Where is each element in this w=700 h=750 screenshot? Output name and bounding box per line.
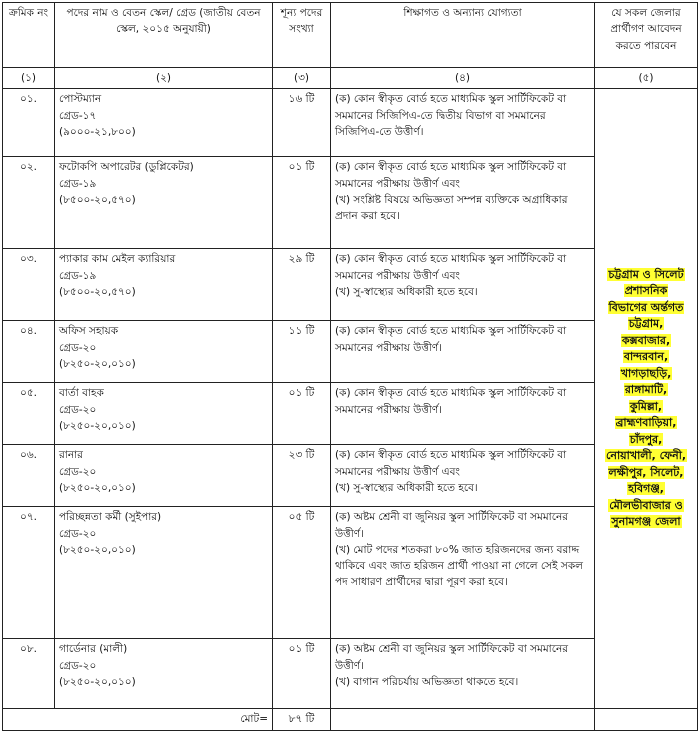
table-row — [3, 383, 698, 445]
total-label: মোট= — [3, 709, 273, 730]
district-line — [605, 399, 687, 416]
serial-cell: ০৮. — [3, 639, 55, 709]
table-body — [3, 89, 698, 709]
district-text: কুমিল্লা, — [629, 399, 663, 413]
district-line — [605, 432, 687, 449]
post-post: পোস্টম্যান — [59, 93, 102, 106]
qualification-cell — [331, 507, 595, 639]
qualification-item: (ক) কোন স্বীকৃত বোর্ড হতে মাধ্যমিক স্কুল সার্টিফিকেট বা সমমানের পরীক্ষায় উত্তীর্ণ এবং — [335, 253, 567, 282]
district-line — [605, 267, 687, 284]
post-grade: গ্রেড-২০ — [59, 341, 97, 354]
district-text: কক্সবাজার, — [621, 333, 671, 347]
district-line — [605, 481, 687, 498]
vacancy-count-cell: ০১ টি — [273, 383, 331, 445]
vacancy-count-cell: ১৬ টি — [273, 89, 331, 157]
table-row — [3, 639, 698, 709]
serial-cell: ০৫. — [3, 383, 55, 445]
qualification-item: (খ) মোট পদের শতকরা ৮০% জাত হরিজনদের জন্য বরাদ্দ থাকিবে এবং জাত হরিজন প্রার্থী পাওয়া না গেলে সেই সকল পদ সাধারণ প্রার্থীদের দ্বারা পূরণ করা হবে। — [335, 543, 583, 589]
total-row — [3, 709, 698, 730]
column-number: (২) — [55, 68, 273, 89]
vacancy-count-cell: ১১ টি — [273, 321, 331, 383]
qualification-item: (ক) কোন স্বীকৃত বোর্ড হতে মাধ্যমিক স্কুল সার্টিফিকেট বা সমমানের পরীক্ষায় উত্তীর্ণ। — [335, 325, 567, 354]
column-number: (১) — [3, 68, 55, 89]
qualification-cell — [331, 157, 595, 249]
post-grade: গ্রেড-১৯ — [59, 177, 97, 190]
qualification-item: (ক) অষ্টম শ্রেনী বা জুনিয়র স্কুল সার্টিফিকেট বা সমমানের উত্তীর্ণ। — [335, 643, 568, 672]
qualification-item: (ক) কোন স্বীকৃত বোর্ড হতে মাধ্যমিক স্কুল সার্টিফিকেট বা সমমানের পরীক্ষায় উত্তীর্ণ এবং — [335, 161, 567, 190]
post-post: বার্তা বাহক — [59, 387, 104, 400]
qualification-cell — [331, 89, 595, 157]
qualification-item: (খ) সু-স্বাস্থ্যের অধিকারী হতে হবে। — [335, 481, 478, 494]
column-number: (৩) — [273, 68, 331, 89]
vacancy-count-cell: ২৩ টি — [273, 445, 331, 507]
post-scale: (৮২৫০-২০,০১০) — [59, 543, 136, 556]
serial-cell: ০৩. — [3, 249, 55, 321]
qualification-cell — [331, 639, 595, 709]
district-text: বান্দরবান, — [623, 350, 669, 364]
post-cell — [55, 383, 273, 445]
eligible-districts-highlight — [605, 267, 687, 531]
post-grade: গ্রেড-২০ — [59, 527, 97, 540]
post-post: পরিচ্ছন্নতা কর্মী (সুইপার) — [59, 511, 162, 524]
qualification-item: (ক) কোন স্বীকৃত বোর্ড হতে মাধ্যমিক স্কুল সার্টিফিকেট বা সমমানের সিজিপিএ-তে দ্বিতীয় বিভাগ বা সমমানের সিজিপিএ-তে উত্তীর্ণ। — [335, 93, 567, 138]
post-cell — [55, 321, 273, 383]
header-qualification: শিক্ষাগত ও অন্যান্য যোগ্যতা — [331, 3, 595, 68]
district-line — [605, 498, 687, 515]
district-line — [605, 283, 687, 300]
header-post: পদের নাম ও বেতন স্কেল/ গ্রেড (জাতীয় বেতন স্কেল, ২০১৫ অনুযায়ী) — [55, 3, 273, 68]
district-line — [605, 300, 687, 317]
vacancy-count-cell: ০১ টি — [273, 639, 331, 709]
serial-cell: ০২. — [3, 157, 55, 249]
qualification-item: (খ) বাগান পরিচর্যায় অভিজ্ঞতা থাকতে হবে। — [335, 675, 519, 688]
serial-cell: ০১. — [3, 89, 55, 157]
post-grade: গ্রেড-১৭ — [59, 109, 97, 122]
qualification-cell — [331, 445, 595, 507]
header-vacancies: শূন্য পদের সংখ্যা — [273, 3, 331, 68]
total-value: ৮৭ টি — [273, 709, 331, 730]
serial-cell: ০৬. — [3, 445, 55, 507]
district-line — [605, 448, 687, 465]
qualification-item: (খ) সংশ্লিষ্ট বিষয়ে অভিজ্ঞতা সম্পন্ন ব্যক্তিকে অগ্রাধিকার প্রদান করা হবে। — [335, 193, 568, 223]
post-cell — [55, 157, 273, 249]
qualification-item: (ক) অষ্টম শ্রেনী বা জুনিয়র স্কুল সার্টিফিকেট বা সমমানের উত্তীর্ণ। — [335, 511, 568, 540]
post-grade: গ্রেড-২০ — [59, 403, 97, 416]
header-serial: ক্রমিক নং — [3, 3, 55, 68]
qualification-cell — [331, 321, 595, 383]
post-scale: (৮২৫০-২০,০১০) — [59, 481, 136, 494]
table-row — [3, 445, 698, 507]
header-districts: যে সকল জেলার প্রার্থীগণ আবেদন করতে পারবেন — [595, 3, 698, 68]
post-cell — [55, 639, 273, 709]
district-text: চট্টগ্রাম, — [628, 317, 664, 331]
district-text: প্রশাসনিক — [624, 284, 668, 298]
post-scale: (৮২৫০-২০,০১০) — [59, 675, 136, 688]
post-post: প্যাকার কাম মেইল ক্যারিয়ার — [59, 253, 176, 266]
post-scale: (৯০০০-২১,৮০০) — [59, 125, 136, 138]
serial-cell: ০৪. — [3, 321, 55, 383]
district-line — [605, 316, 687, 333]
district-text: বিভাগের অর্ন্তগত — [608, 300, 684, 314]
post-grade: গ্রেড-২০ — [59, 465, 97, 478]
vacancy-count-cell: ০৫ টি — [273, 507, 331, 639]
serial-cell: ০৭. — [3, 507, 55, 639]
table-header-row — [3, 3, 698, 68]
post-cell — [55, 445, 273, 507]
post-scale: (৮৫০০-২০,৫৭০) — [59, 193, 136, 206]
qualification-item: (খ) সু-স্বাস্থ্যের অধিকারী হতে হবে। — [335, 285, 478, 298]
post-scale: (৮২৫০-২০,০১০) — [59, 357, 136, 370]
district-line — [605, 514, 687, 531]
district-text: চট্টগ্রাম ও সিলেট — [608, 267, 684, 281]
post-cell — [55, 507, 273, 639]
district-line — [605, 349, 687, 366]
column-number-row — [3, 68, 698, 89]
table-row — [3, 249, 698, 321]
qualification-cell — [331, 383, 595, 445]
post-grade: গ্রেড-১৯ — [59, 269, 97, 282]
table-row — [3, 507, 698, 639]
district-text: লক্ষীপুর, সিলেট, — [608, 465, 684, 479]
post-scale: (৮৫০০-২০,৫৭০) — [59, 285, 136, 298]
post-cell — [55, 249, 273, 321]
post-cell — [55, 89, 273, 157]
district-line — [605, 382, 687, 399]
qualification-item: (ক) কোন স্বীকৃত বোর্ড হতে মাধ্যমিক স্কুল সার্টিফিকেট বা সমমানের পরীক্ষায় উত্তীর্ণ। — [335, 387, 567, 416]
district-text: হবিগঞ্জ, — [628, 482, 664, 496]
column-number: (৪) — [331, 68, 595, 89]
column-number: (৫) — [595, 68, 698, 89]
district-text: সুনামগঞ্জ জেলা — [611, 515, 681, 529]
vacancy-count-cell: ০১ টি — [273, 157, 331, 249]
district-line — [605, 465, 687, 482]
post-post: রানার — [59, 449, 83, 462]
district-line — [605, 366, 687, 383]
post-scale: (৮২৫০-২০,০১০) — [59, 419, 136, 432]
table-row — [3, 89, 698, 157]
district-text: রাঙ্গামাটি, — [624, 383, 668, 397]
district-text: চাঁদপুর, — [629, 432, 663, 446]
table-row — [3, 321, 698, 383]
total-empty-cell — [331, 709, 595, 730]
district-text: মৌলভীবাজার ও — [609, 498, 683, 512]
vacancy-count-cell: ২৯ টি — [273, 249, 331, 321]
post-grade: গ্রেড-২০ — [59, 659, 97, 672]
district-text: ব্রাহ্মণবাড়িয়া, — [615, 416, 677, 430]
district-text: নোয়াখালী, ফেনী, — [605, 449, 687, 463]
vacancy-table — [2, 2, 698, 731]
table-row — [3, 157, 698, 249]
eligible-districts-cell — [595, 89, 698, 709]
post-post: গার্ডেনার (মালী) — [59, 643, 128, 656]
district-text: খাগড়াছড়ি, — [620, 366, 672, 380]
post-post: অফিস সহায়ক — [59, 325, 119, 338]
district-line — [605, 415, 687, 432]
qualification-cell — [331, 249, 595, 321]
district-line — [605, 333, 687, 350]
post-post: ফটোকপি অপারেটর (ডুপ্লিকেটর) — [59, 161, 194, 174]
qualification-item: (ক) কোন স্বীকৃত বোর্ড হতে মাধ্যমিক স্কুল সার্টিফিকেট বা সমমানের পরীক্ষায় উত্তীর্ণ এবং — [335, 449, 567, 478]
total-empty-cell — [595, 709, 698, 730]
